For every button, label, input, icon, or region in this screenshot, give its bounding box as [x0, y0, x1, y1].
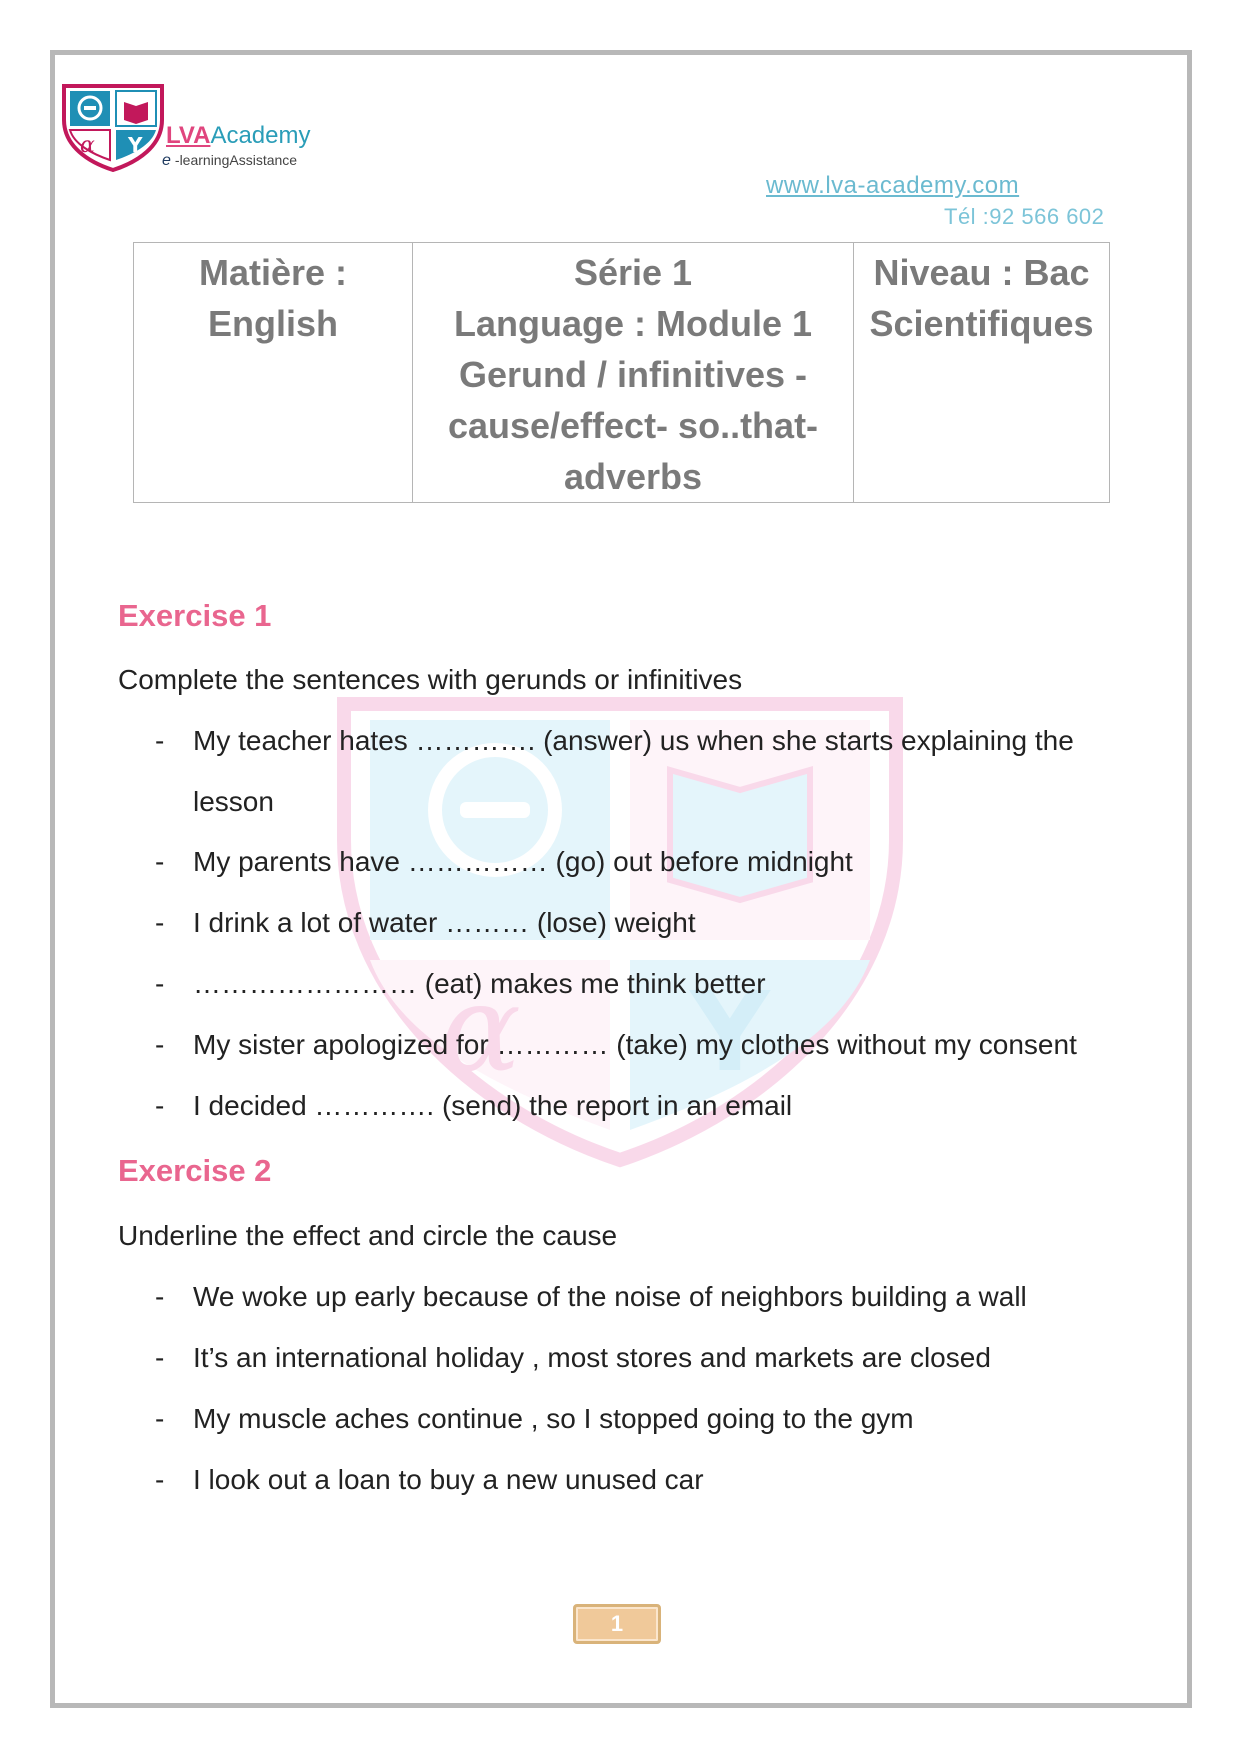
level-cell: Niveau : Bac Scientifiques — [854, 243, 1110, 503]
svg-text:α: α — [80, 133, 95, 158]
subject-cell: Matière : English — [134, 243, 413, 503]
exercise-2-instruction: Underline the effect and circle the cause — [118, 1220, 618, 1251]
exercise-2-title: Exercise 2 — [118, 1153, 272, 1188]
exercise-1-title: Exercise 1 — [118, 598, 272, 633]
lva-academy-logo — [58, 80, 168, 172]
svg-text:Y: Y — [128, 133, 143, 157]
series-cell: Série 1 Language : Module 1 Gerund / infinitives - cause/effect- so..that- adverbs — [413, 243, 854, 503]
svg-text:α: α — [440, 960, 522, 1099]
website-link[interactable]: www.lva-academy.com — [766, 172, 1020, 199]
page-number: 1 — [573, 1604, 661, 1644]
brand-tagline: e -learningAssistance — [162, 152, 298, 169]
phone-number: Tél :92 566 602 — [944, 204, 1105, 229]
header-table — [133, 242, 1110, 503]
svg-text:Y: Y — [690, 968, 770, 1096]
list-item-continuation: lesson — [193, 786, 274, 817]
brand-name: LVAAcademy — [166, 122, 311, 149]
exercise-1-instruction: Complete the sentences with gerunds or infinitives — [118, 664, 743, 695]
